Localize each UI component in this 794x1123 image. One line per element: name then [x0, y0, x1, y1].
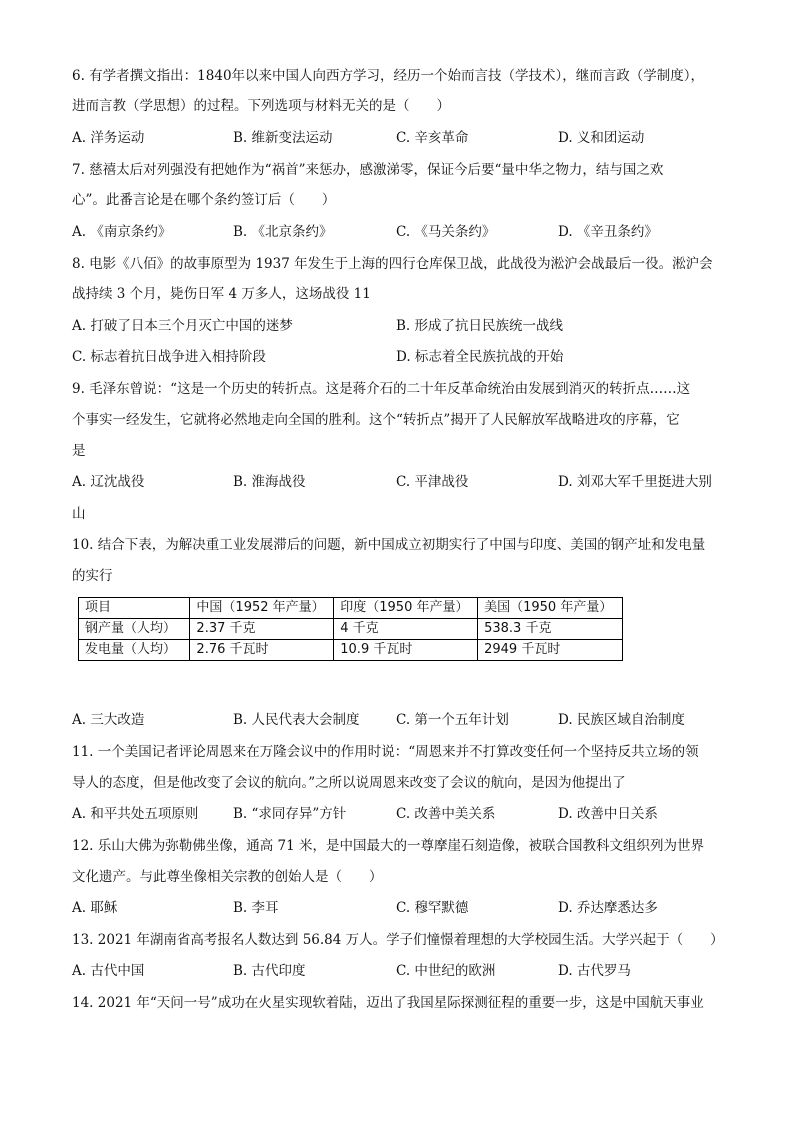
question-12-text-line2: 文化遗产。与此尊坐像相关宗教的创始人是（ ）	[72, 869, 383, 885]
question-8-option-b: B. 形成了抗日民族统一战线	[396, 318, 564, 334]
question-9-option-b: B. 淮海战役	[233, 474, 306, 490]
question-8-option-c: C. 标志着抗日战争进入相持阶段	[72, 349, 266, 365]
question-6-option-a: A. 洋务运动	[72, 130, 145, 146]
question-6-text-line2: 进而言教（学思想）的过程。下列选项与材料无关的是（ ）	[72, 98, 450, 114]
question-9-text-line3: 是	[72, 443, 86, 459]
question-11-option-d: D. 改善中日关系	[558, 806, 658, 822]
question-13-option-d: D. 古代罗马	[558, 963, 631, 979]
question-11-option-a: A. 和平共处五项原则	[72, 806, 199, 822]
question-7-option-a: A. 《南京条约》	[72, 224, 172, 240]
table-header-cell: 项目	[79, 598, 190, 619]
table-cell: 4 千克	[334, 619, 478, 640]
table-header-cell: 美国（1950 年产量）	[478, 598, 623, 619]
question-10-option-b: B. 人民代表大会制度	[233, 712, 360, 728]
question-10-text-line2: 的实行	[72, 568, 113, 584]
table-row	[79, 640, 623, 661]
question-10-option-a: A. 三大改造	[72, 712, 145, 728]
question-9-option-d-continued: 山	[72, 506, 86, 522]
question-8-option-d: D. 标志着全民族抗战的开始	[396, 349, 564, 365]
question-12-text-line1: 12. 乐山大佛为弥勒佛坐像，通高 71 米，是中国最大的一尊摩崖石刻造像，被联合国教科文组织列为世界	[72, 838, 705, 854]
table-cell: 发电量（人均）	[79, 640, 190, 661]
question-8-text-line1: 8. 电影《八佰》的故事原型为 1937 年发生于上海的四行仓库保卫战，此战役为淞沪会战最后一役。淞沪会	[72, 256, 713, 272]
table-cell: 钢产量（人均）	[79, 619, 190, 640]
question-9-option-c: C. 平津战役	[396, 474, 469, 490]
question-9-text-line2: 个事实一经发生，它就将必然地走向全国的胜利。这个“转折点”揭开了人民解放军战略进攻的序幕，它	[72, 412, 680, 428]
question-13-option-c: C. 中世纪的欧洲	[396, 963, 496, 979]
table-cell: 538.3 千克	[478, 619, 623, 640]
question-11-text-line1: 11. 一个美国记者评论周恩来在万隆会议中的作用时说：“周恩来并不打算改变任何一个坚持反共立场的领	[72, 744, 699, 760]
question-6-option-c: C. 辛亥革命	[396, 130, 469, 146]
question-12-option-a: A. 耶稣	[72, 900, 118, 916]
question-6-option-d: D. 义和团运动	[558, 130, 645, 146]
question-11-option-b: B. “求同存异”方针	[233, 806, 347, 822]
table-row	[79, 619, 623, 640]
table-cell: 10.9 千瓦时	[334, 640, 478, 661]
question-12-option-c: C. 穆罕默德	[396, 900, 469, 916]
question-7-text-line1: 7. 慈禧太后对列强没有把她作为“祸首”来惩办，感激涕零，保证今后要“量中华之物力，结与国之欢	[72, 162, 664, 178]
question-8-text-line2: 战持续 3 个月，毙伤日军 4 万多人，这场战役 11	[72, 286, 371, 302]
question-12-option-d: D. 乔达摩悉达多	[558, 900, 658, 916]
question-13-option-a: A. 古代中国	[72, 963, 145, 979]
table-header-row	[79, 598, 623, 619]
table-cell: 2.76 千瓦时	[190, 640, 334, 661]
question-13-text-line1: 13. 2021 年湖南省高考报名人数达到 56.84 万人。学子们憧憬着理想的大学校园生活。大学兴起于（ ）	[72, 932, 724, 948]
table-cell: 2949 千瓦时	[478, 640, 623, 661]
question-7-option-d: D. 《辛丑条约》	[558, 224, 658, 240]
question-12-option-b: B. 李耳	[233, 900, 279, 916]
question-11-text-line2: 导人的态度，但是他改变了会议的航向。”之所以说周恩来改变了会议的航向，是因为他提出了	[72, 775, 626, 791]
question-13-option-b: B. 古代印度	[233, 963, 306, 979]
table-header-cell: 中国（1952 年产量）	[190, 598, 334, 619]
question-7-option-b: B. 《北京条约》	[233, 224, 333, 240]
question-7-text-line2: 心”。此番言论是在哪个条约签订后（ ）	[72, 192, 336, 208]
question-9-text-line1: 9. 毛泽东曾说：“这是一个历史的转折点。这是蒋介石的二十年反革命统治由发展到消灭的转折点……这	[72, 381, 691, 397]
question-6-option-b: B. 维新变法运动	[233, 130, 333, 146]
question-14-text-line1: 14. 2021 年“天问一号”成功在火星实现软着陆，迈出了我国星际探测征程的重要一步，这是中国航天事业	[72, 995, 704, 1011]
question-9-option-d: D. 刘邓大军千里挺进大别	[558, 474, 712, 490]
question-6-text-line1: 6. 有学者撰文指出：1840年以来中国人向西方学习，经历一个始而言技（学技术），继而言政（学制度），	[72, 68, 705, 84]
comparison-table	[78, 597, 623, 661]
table-header-cell: 印度（1950 年产量）	[334, 598, 478, 619]
question-7-option-c: C. 《马关条约》	[396, 224, 496, 240]
question-10-option-c: C. 第一个五年计划	[396, 712, 509, 728]
question-9-option-a: A. 辽沈战役	[72, 474, 145, 490]
question-10-option-d: D. 民族区域自治制度	[558, 712, 685, 728]
question-10-text-line1: 10. 结合下表，为解决重工业发展滞后的问题，新中国成立初期实行了中国与印度、美国的钢产址和发电量	[72, 537, 706, 553]
table-cell: 2.37 千克	[190, 619, 334, 640]
question-8-option-a: A. 打破了日本三个月灭亡中国的迷梦	[72, 318, 293, 334]
question-11-option-c: C. 改善中美关系	[396, 806, 496, 822]
